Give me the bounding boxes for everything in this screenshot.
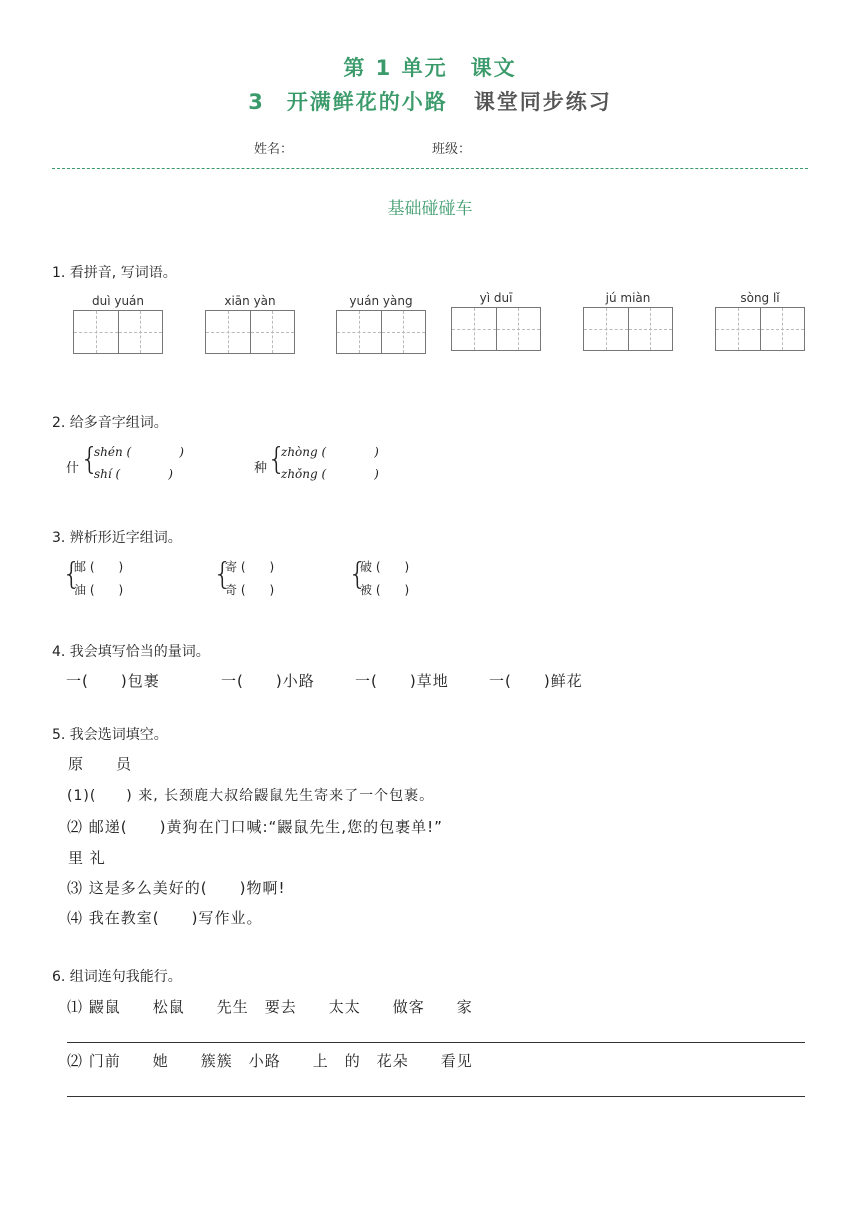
q1-label: 1. 看拼音, 写词语。 [52, 265, 177, 281]
q1-pinyin-2: xiān yàn [224, 294, 276, 308]
q3-brace-1: { [62, 557, 82, 592]
q1-pinyin-5: jú miàn [605, 291, 651, 305]
unit-title: 第 1 单元 课文 [343, 56, 517, 80]
name-label: 姓名： [254, 142, 294, 157]
q1-pinyin-4: yì duī [479, 291, 513, 305]
q3-item-2b[interactable]: 奇 ( ) [225, 583, 275, 597]
q5-choice-1: 原 员 [68, 755, 133, 773]
q3-brace-3: { [348, 557, 368, 592]
q3-brace-2: { [213, 557, 233, 592]
q1-grid-6[interactable] [715, 307, 805, 351]
q6-sentence-2: ⑵ 门前 她 簇簇 小路 上 的 花朵 看见 [67, 1052, 473, 1070]
q5-sentence-3[interactable]: ⑶ 这是多么美好的( )物啊! [67, 879, 286, 897]
header-divider [52, 168, 808, 169]
q2-brace-2: { [267, 442, 287, 477]
q1-pinyin-3: yuán yàng [349, 294, 413, 308]
class-label: 班级： [432, 142, 472, 157]
q3-label: 3. 辨析形近字组词。 [52, 530, 182, 546]
q4-item-4[interactable]: 一( )鲜花 [489, 672, 583, 690]
section-title: 基础碰碰车 [387, 199, 473, 219]
q3-item-3a[interactable]: 破 ( ) [360, 560, 410, 574]
q5-sentence-4[interactable]: ⑷ 我在教室( )写作业。 [67, 909, 263, 927]
q1-grid-2[interactable] [205, 310, 295, 354]
lesson-title: 开满鲜花的小路 [286, 90, 448, 114]
q2-char-2: 种 [254, 461, 268, 476]
q4-item-1[interactable]: 一( )包裹 [66, 672, 160, 690]
lesson-subtitle: 课堂同步练习 [473, 90, 612, 114]
q1-grid-3[interactable] [336, 310, 426, 354]
q4-item-3[interactable]: 一( )草地 [355, 672, 449, 690]
lesson-title-line [0, 86, 860, 116]
q2-label: 2. 给多音字组词。 [52, 415, 168, 431]
q4-label: 4. 我会填写恰当的量词。 [52, 644, 210, 660]
q3-item-1b[interactable]: 油 ( ) [74, 583, 124, 597]
q2-reading-2a[interactable]: zhòng ( ) [281, 445, 379, 459]
q3-item-1a[interactable]: 邮 ( ) [74, 560, 124, 574]
q1-grid-5[interactable] [583, 307, 673, 351]
q1-pinyin-1: duì yuán [91, 294, 145, 308]
q1-pinyin-6: sòng lǐ [740, 291, 780, 305]
q3-item-3b[interactable]: 被 ( ) [360, 583, 410, 597]
q1-grid-4[interactable] [451, 307, 541, 351]
q2-char-1: 什 [66, 461, 80, 476]
q5-sentence-1[interactable]: (1)( ) 来, 长颈鹿大叔给鼹鼠先生寄来了一个包裹。 [67, 788, 435, 804]
q4-item-2[interactable]: 一( )小路 [221, 672, 315, 690]
q5-label: 5. 我会选词填空。 [52, 727, 168, 743]
q6-label: 6. 组词连句我能行。 [52, 969, 182, 985]
q1-grid-1[interactable] [73, 310, 163, 354]
q6-answer-line-1[interactable] [67, 1042, 805, 1043]
q5-choice-2: 里 礼 [68, 849, 106, 867]
q3-item-2a[interactable]: 寄 ( ) [225, 560, 275, 574]
q2-reading-1a[interactable]: shén ( ) [94, 445, 184, 459]
lesson-number: 3 [248, 90, 265, 114]
q2-brace-1: { [80, 442, 100, 477]
q2-reading-1b[interactable]: shí ( ) [94, 467, 173, 481]
q6-sentence-1: ⑴ 鼹鼠 松鼠 先生 要去 太太 做客 家 [67, 998, 473, 1016]
q2-reading-2b[interactable]: zhǒng ( ) [281, 467, 379, 481]
q5-sentence-2[interactable]: ⑵ 邮递( )黄狗在门口喊:“鼹鼠先生,您的包裹单!” [67, 818, 443, 836]
q6-answer-line-2[interactable] [67, 1096, 805, 1097]
